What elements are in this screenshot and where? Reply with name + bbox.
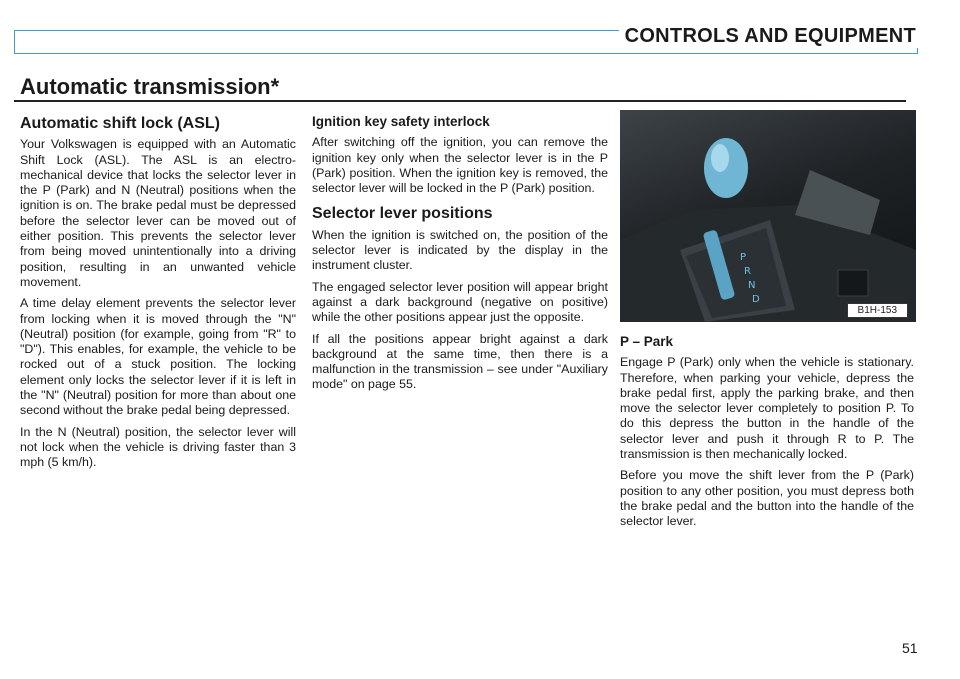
page-number: 51	[902, 640, 918, 656]
selector-positions-heading: Selector lever positions	[312, 205, 493, 223]
selector-paragraph-2: The engaged selector lever position will appear bright against a dark background (negative on positive) while the other positions appear just the opposite.	[312, 279, 608, 325]
column-left	[20, 108, 296, 477]
section-title: Automatic transmission*	[20, 74, 280, 99]
selector-lever-illustration	[620, 110, 916, 322]
asl-paragraph-3: In the N (Neutral) position, the selector lever will not lock when the vehicle is driving faster than 3 mph (5 km/h).	[20, 424, 296, 470]
column-right	[620, 328, 914, 536]
park-paragraph-2: Before you move the shift lever from the P (Park) position to any other position, you must depress both the brake pedal and the button into the handle of the selector lever.	[620, 468, 914, 529]
column-middle	[312, 108, 608, 399]
interlock-heading: Ignition key safety interlock	[312, 114, 490, 129]
park-paragraph-1: Engage P (Park) only when the vehicle is stationary. Therefore, when parking your vehicle, depress the brake pedal first, apply the parking brake, and then move the selector lever completely to position P. To do this depress the button in the handle of the selector lever and push it through R to P. The transmission is then mechanically locked.	[620, 355, 914, 462]
svg-text:D: D	[752, 294, 760, 305]
asl-paragraph-2: A time delay element prevents the selector lever from locking when it is moved through the "N" (Neutral) position (for example, going from "R" to "D"). This enables, for example, the vehicle to be rocked out of a stuck position. The locking element only locks the selector lever if it is left in the "N" (Neutral) position for more than about one second without the brake pedal being depressed.	[20, 296, 296, 418]
park-heading: P – Park	[620, 334, 674, 349]
page-header-title: CONTROLS AND EQUIPMENT	[619, 25, 922, 48]
selector-lever-photo	[620, 110, 916, 322]
figure-code-label: B1H-153	[847, 303, 908, 318]
interlock-paragraph: After switching off the ignition, you can remove the ignition key only when the selector lever is in the P (Park) position. When the ignition key is removed, the selector lever will be locked in the P (Park) position.	[312, 135, 608, 196]
selector-paragraph-3: If all the positions appear bright against a dark background at the same time, then there is a malfunction in the transmission – see under "Auxiliary mode" on page 55.	[312, 331, 608, 392]
svg-text:P: P	[740, 252, 747, 263]
asl-heading: Automatic shift lock (ASL)	[20, 115, 221, 132]
section-divider	[14, 100, 906, 102]
svg-text:R: R	[744, 266, 751, 277]
svg-text:N: N	[748, 280, 756, 291]
asl-paragraph-1: Your Volkswagen is equipped with an Automatic Shift Lock (ASL). The ASL is an electro-mechanical device that locks the selector lever in the P (Park) and N (Neutral) positions when the ignition is on. The brake pedal must be depressed before the selector lever can be moved out of either position. This prevents the selector lever from being moved unintentionally into a driving position, resulting in an unwanted vehicle movement.	[20, 137, 296, 289]
selector-paragraph-1: When the ignition is switched on, the position of the selector lever is indicated by the display in the instrument cluster.	[312, 227, 608, 273]
